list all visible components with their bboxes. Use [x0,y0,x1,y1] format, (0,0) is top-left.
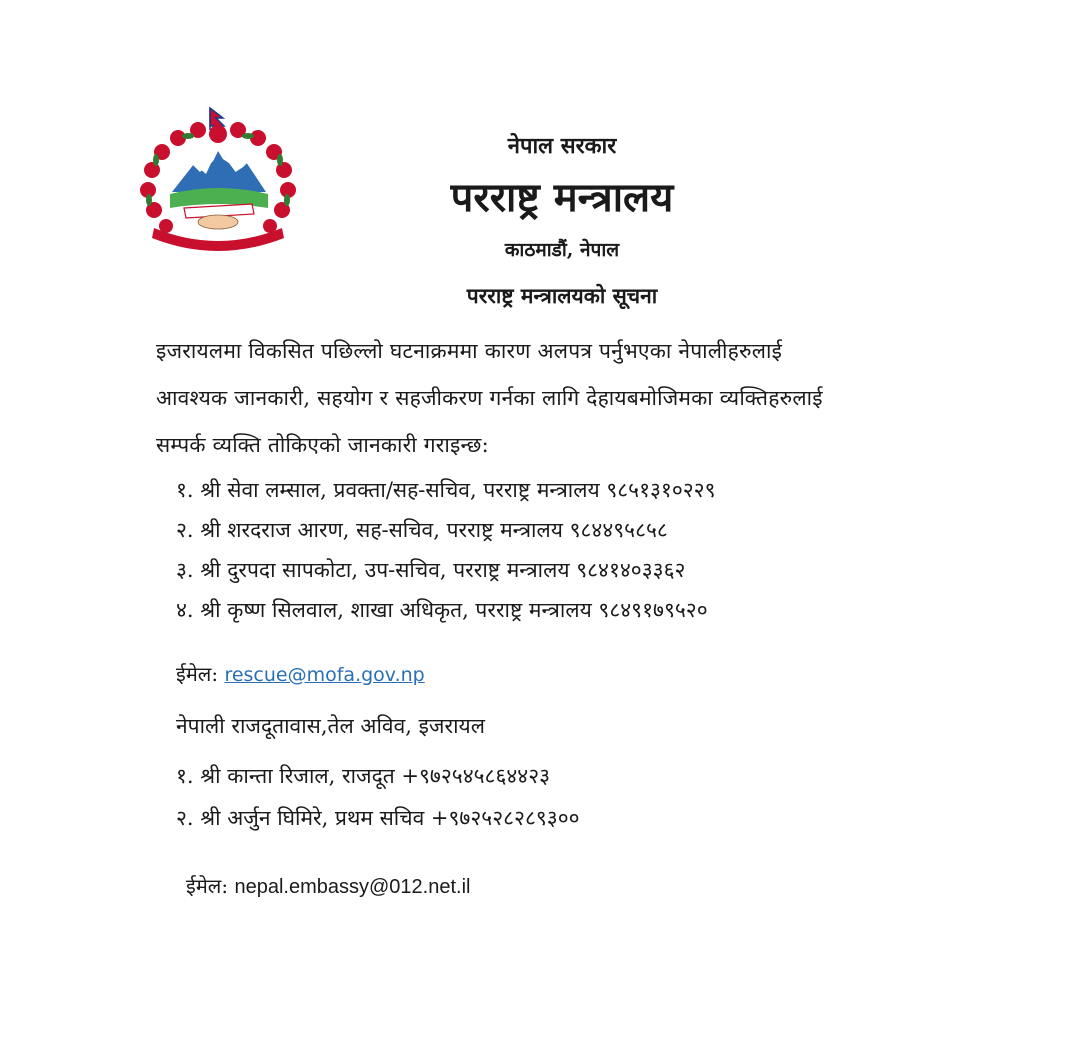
flag-shape [210,108,224,126]
intro-line: आवश्यक जानकारी, सहयोग र सहजीकरण गर्नका लागि देहायबमोजिमका व्यक्तिहरुलाई [156,386,823,410]
intro-line: सम्पर्क व्यक्ति तोकिएको जानकारी गराइन्छ: [156,433,489,457]
contact-item: ४. श्री कृष्ण सिलवाल, शाखा अधिकृत, परराष्ट्र मन्त्रालय ९८४९१७९५२० [176,598,708,622]
email-label: ईमेल: [186,874,229,898]
ministry-email-line [176,660,425,687]
location-line: काठमाडौं, नेपाल [504,239,620,261]
embassy-email-address: nepal.embassy@012.net.il [234,876,471,898]
contact-item: १. श्री कान्ता रिजाल, राजदूत +९७२५४५८६४४२३ [176,764,551,788]
embassy-heading: नेपाली राजदूतावास,तेल अविव, इजरायल [176,714,485,738]
contact-item: २. श्री अर्जुन घिमिरे, प्रथम सचिव +९७२५२८२८९३०० [176,806,580,830]
embassy-contacts-list [176,755,580,839]
notice-title: परराष्ट्र मन्त्रालयको सूचना [466,283,658,308]
email-label: ईमेल: [176,662,219,686]
embassy-email-line [186,872,470,899]
intro-paragraph [156,328,976,469]
ministry-email-link[interactable]: rescue@mofa.gov.np [224,664,425,686]
contact-item: ३. श्री दुरपदा सापकोटा, उप-सचिव, परराष्ट्र मन्त्रालय ९८४१४०३३६२ [176,558,686,582]
contact-item: २. श्री शरदराज आरण, सह-सचिव, परराष्ट्र मन्त्रालय ९८४४९५८५८ [176,518,668,542]
ministry-title: परराष्ट्र मन्त्रालय [450,174,674,221]
ministry-contacts-list [176,470,716,630]
government-title: नेपाल सरकार [507,133,617,159]
contact-item: १. श्री सेवा लम्साल, प्रवक्ता/सह-सचिव, परराष्ट्र मन्त्रालय ९८५१३१०२२९ [176,478,716,502]
intro-line: इजरायलमा विकसित पछिल्लो घटनाक्रममा कारण अलपत्र पर्नुभएका नेपालीहरुलाई [156,339,783,363]
